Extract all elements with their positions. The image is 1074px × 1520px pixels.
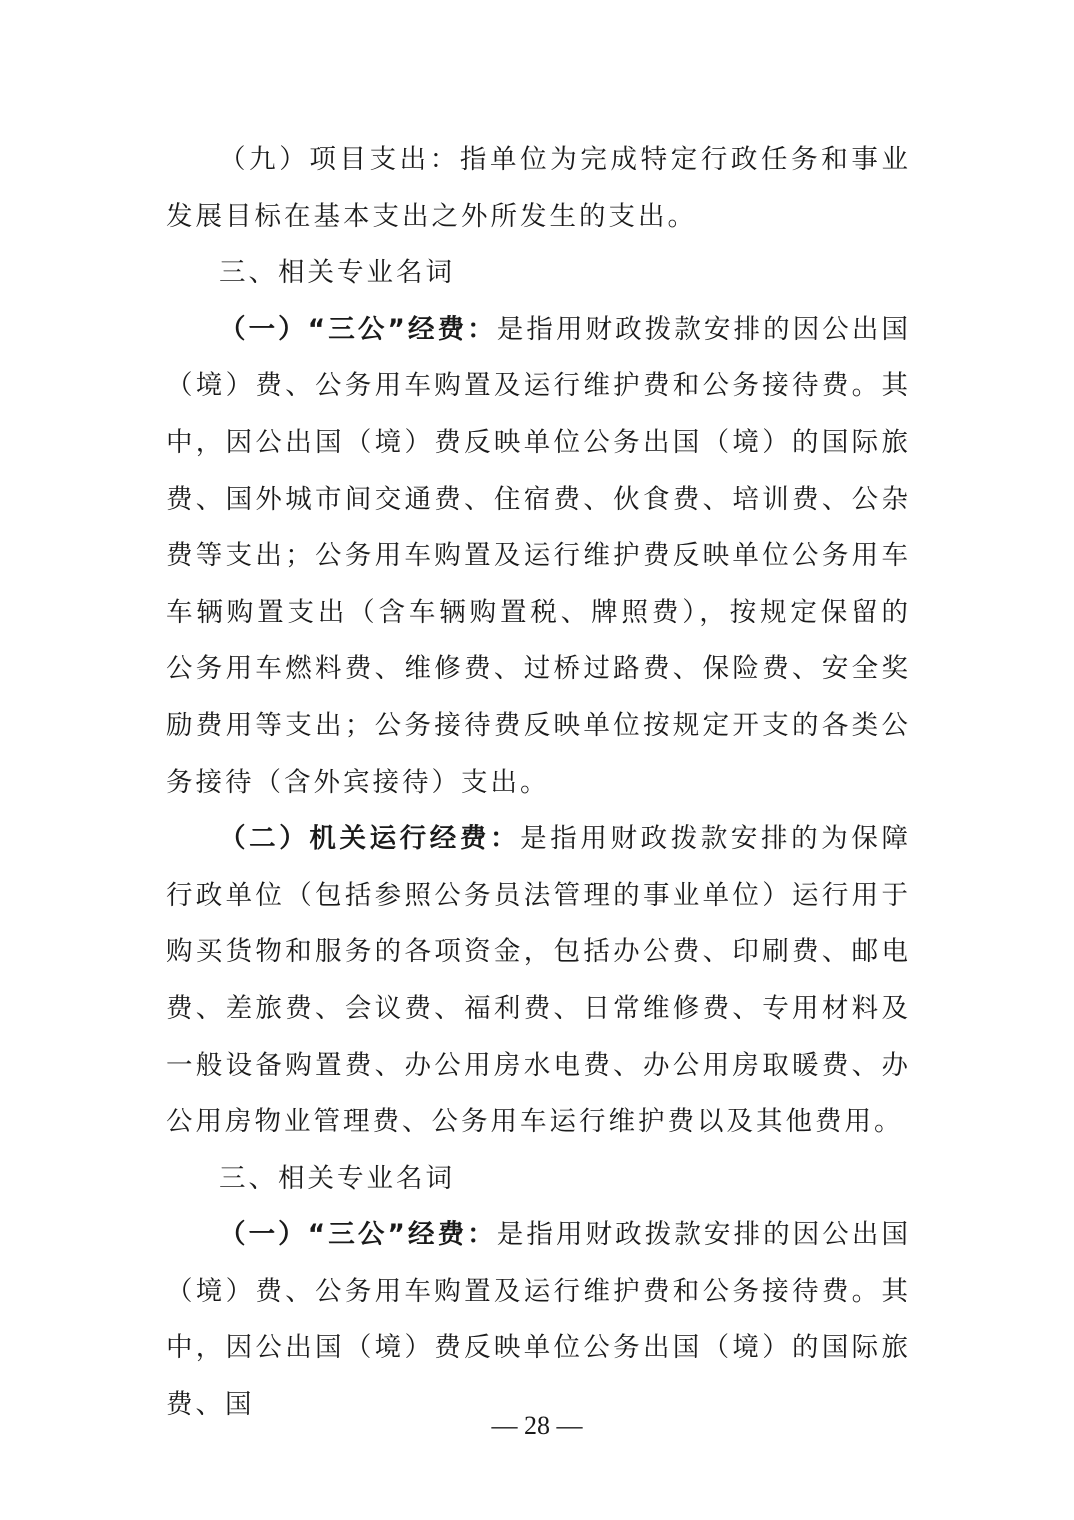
paragraph-lead: （二）机关运行经费： (219, 823, 521, 855)
paragraph-text: 是指用财政拨款安排的因公出国（境）费、公务用车购置及运行维护费和公务接待费。其中，因公出国（境）费反映单位公务出国（境）的国际旅费、国 (166, 1219, 911, 1421)
paragraph-agency-operating-expenses (166, 811, 911, 1151)
paragraph-three-public-expenses (166, 302, 911, 811)
paragraph-text: 是指用财政拨款安排的为保障行政单位（包括参照公务员法管理的事业单位）运行用于购买货物和服务的各项资金，包括办公费、印刷费、邮电费、差旅费、会议费、福利费、日常维修费、专用材料及一般设备购置费、办公用房水电费、办公用房取暖费、办公用房物业管理费、公务用车运行维护费以及其他费用。 (166, 823, 912, 1138)
paragraph-lead: （一）“三公”经费： (219, 1219, 497, 1251)
paragraph-three-public-expenses-repeat (166, 1207, 911, 1433)
section-heading: 三、相关专业名词 (219, 257, 455, 289)
section-heading: 三、相关专业名词 (219, 1162, 455, 1194)
paragraph-lead: （一）“三公”经费： (219, 313, 497, 345)
page-number: — 28 — (491, 1411, 583, 1440)
document-body (166, 132, 911, 1434)
paragraph-text: （九）项目支出：指单位为完成特定行政任务和事业发展目标在基本支出之外所发生的支出。 (166, 144, 911, 232)
paragraph-project-expenditure (166, 132, 911, 245)
paragraph-text: 是指用财政拨款安排的因公出国（境）费、公务用车购置及运行维护费和公务接待费。其中，因公出国（境）费反映单位公务出国（境）的国际旅费、国外城市间交通费、住宿费、伙食费、培训费、公杂费等支出；公务用车购置及运行维护费反映单位公务用车车辆购置支出（含车辆购置税、牌照费），按规定保留的公务用车燃料费、维修费、过桥过路费、保险费、安全奖励费用等支出；公务接待费反映单位按规定开支的各类公务接待（含外宾接待）支出。 (166, 313, 911, 798)
